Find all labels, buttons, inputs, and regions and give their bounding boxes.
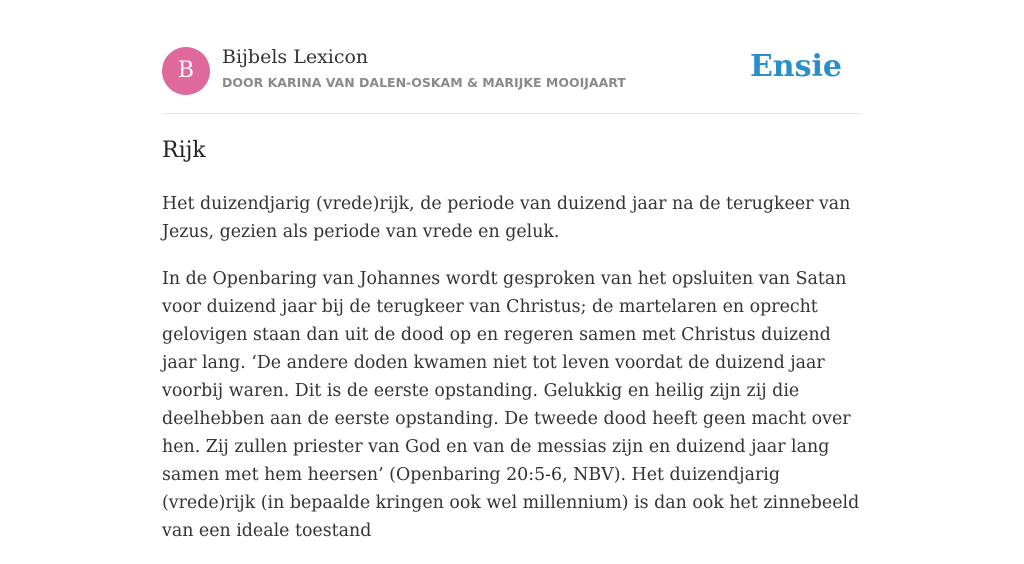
book-title[interactable]: Bijbels Lexicon xyxy=(222,46,369,68)
header-divider xyxy=(162,113,862,114)
entry-body xyxy=(162,190,862,564)
site-header xyxy=(162,46,862,96)
entry-paragraph: In de Openbaring van Johannes wordt gesproken van het opsluiten van Satan voor duizend jaar bij de terugkeer van Christus; de martelaren en oprecht gelovigen staan dan uit de dood op en regeren samen met Christus duizend jaar lang. ‘De andere doden kwamen niet tot leven voordat de duizend jaar voorbij waren. Dit is de eerste opstanding. Gelukkig en heilig zijn zij die deelhebben aan de eerste opstanding. De tweede dood heeft geen macht over hen. Zij zullen priester van God en van de messias zijn en duizend jaar lang samen met hem heersen’ (Openbaring 20:5-6, NBV). Het duizendjarig (vrede)rijk (in bepaalde kringen ook wel millennium) is dan ook het zinnebeeld van een ideale toestand xyxy=(162,269,860,541)
ensie-logo[interactable]: Ensie xyxy=(749,49,842,84)
entry-headword: Rijk xyxy=(162,138,206,163)
book-avatar[interactable]: B xyxy=(162,47,210,95)
entry-paragraph: Het duizendjarig (vrede)rijk, de periode van duizend jaar na de terugkeer van Jezus, gezien als periode van vrede en geluk. xyxy=(162,194,851,242)
book-authors: DOOR KARINA VAN DALEN-OSKAM & MARIJKE MOOIJAART xyxy=(222,75,626,90)
